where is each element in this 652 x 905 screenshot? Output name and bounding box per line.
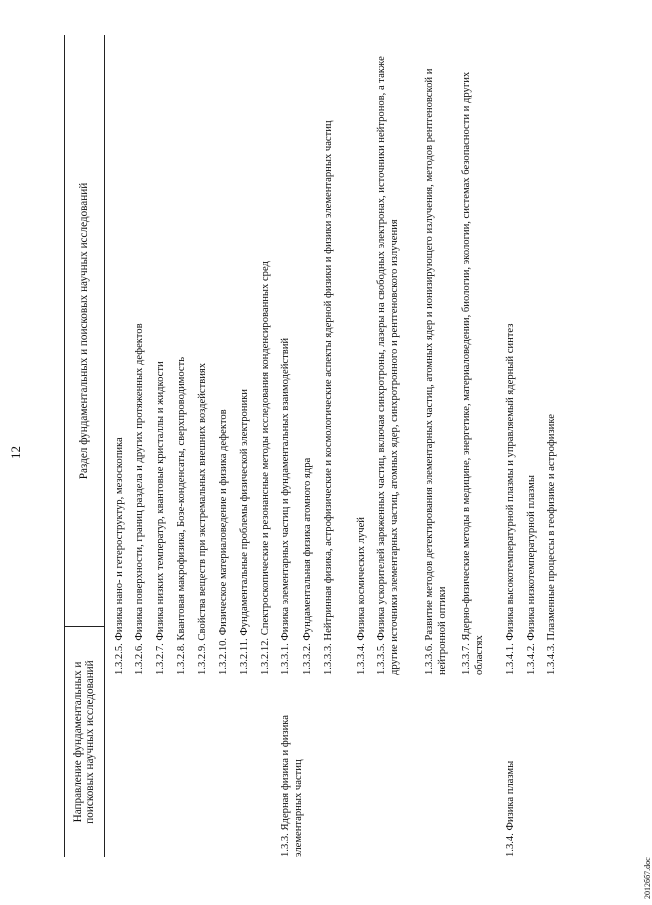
row-section: 1.3.2.7. Физика низких температур, квантовые кристаллы и жидкости (155, 361, 166, 675)
row-section: 1.3.2.5. Физика нано- и гетероструктур, мезоскопика (114, 437, 125, 675)
row-section: 1.3.3.1. Физика элементарных частиц и фундаментальных взаимодействий (280, 337, 291, 675)
row-direction: 1.3.4. Физика плазмы (505, 760, 516, 857)
row-section: 1.3.3.2. Фундаментальная физика атомного ядра (302, 457, 313, 675)
row-section: 1.3.3.7. Ядерно-физические методы в медицине, энергетике, материаловедении, биологии, экологии, системах безопасности и других областях (461, 71, 485, 675)
row-section: 1.3.2.8. Квантовая макрофизика, Бозе-конденсаты, сверхпроводимость (176, 356, 187, 675)
row-direction: 1.3.3. Ядерная физика и физика элементарных частиц (280, 715, 304, 857)
table-header-border (104, 35, 105, 857)
row-section: 1.3.4.1. Физика высокотемпературной плазмы и управляемый ядерный синтез (505, 323, 516, 675)
header-section: Раздел фундаментальных и поисковых научных исследований (78, 182, 90, 480)
row-section: 1.3.3.4. Физика космических лучей (356, 517, 367, 675)
file-name: 2012бб7.doc (643, 857, 652, 899)
row-section: 1.3.2.9. Свойства веществ при экстремальных внешних воздействиях (197, 362, 208, 675)
row-section: 1.3.3.5. Физика ускорителей заряженных частиц, включая синхротроны, лазеры на свободных электронах, источники нейтронов, а также другие источники элементарных частиц, атомных ядер, синхротронного и рентгеновского излучения (376, 56, 400, 675)
row-section: 1.3.3.6. Развитие методов детектирования элементарных частиц, атомных ядер и ионизирующего излучения, методов рентгеновской и нейтронной оптики (424, 68, 448, 675)
header-direction: Направление фундаментальных и поисковых научных исследований (71, 660, 96, 824)
row-section: 1.3.2.12. Спектроскопические и резонансные методы исследования конденсированных сред (260, 261, 271, 675)
page-number: 12 (8, 446, 23, 459)
row-section: 1.3.2.10. Физическое материаловедение и физика дефектов (218, 409, 229, 675)
row-section: 1.3.2.11. Фундаментальные проблемы физической электроники (239, 389, 250, 675)
row-section: 1.3.4.2. Физика низкотемпературной плазмы (526, 475, 537, 675)
row-section: 1.3.4.3. Плазменные процессы в геофизике и астрофизике (546, 414, 557, 675)
row-section: 1.3.3.3. Нейтринная физика, астрофизические и космологические аспекты ядерной физики и физики элементарных частиц (323, 120, 334, 675)
row-section: 1.3.2.6. Физика поверхности, границ раздела и других протяженных дефектов (134, 323, 145, 675)
